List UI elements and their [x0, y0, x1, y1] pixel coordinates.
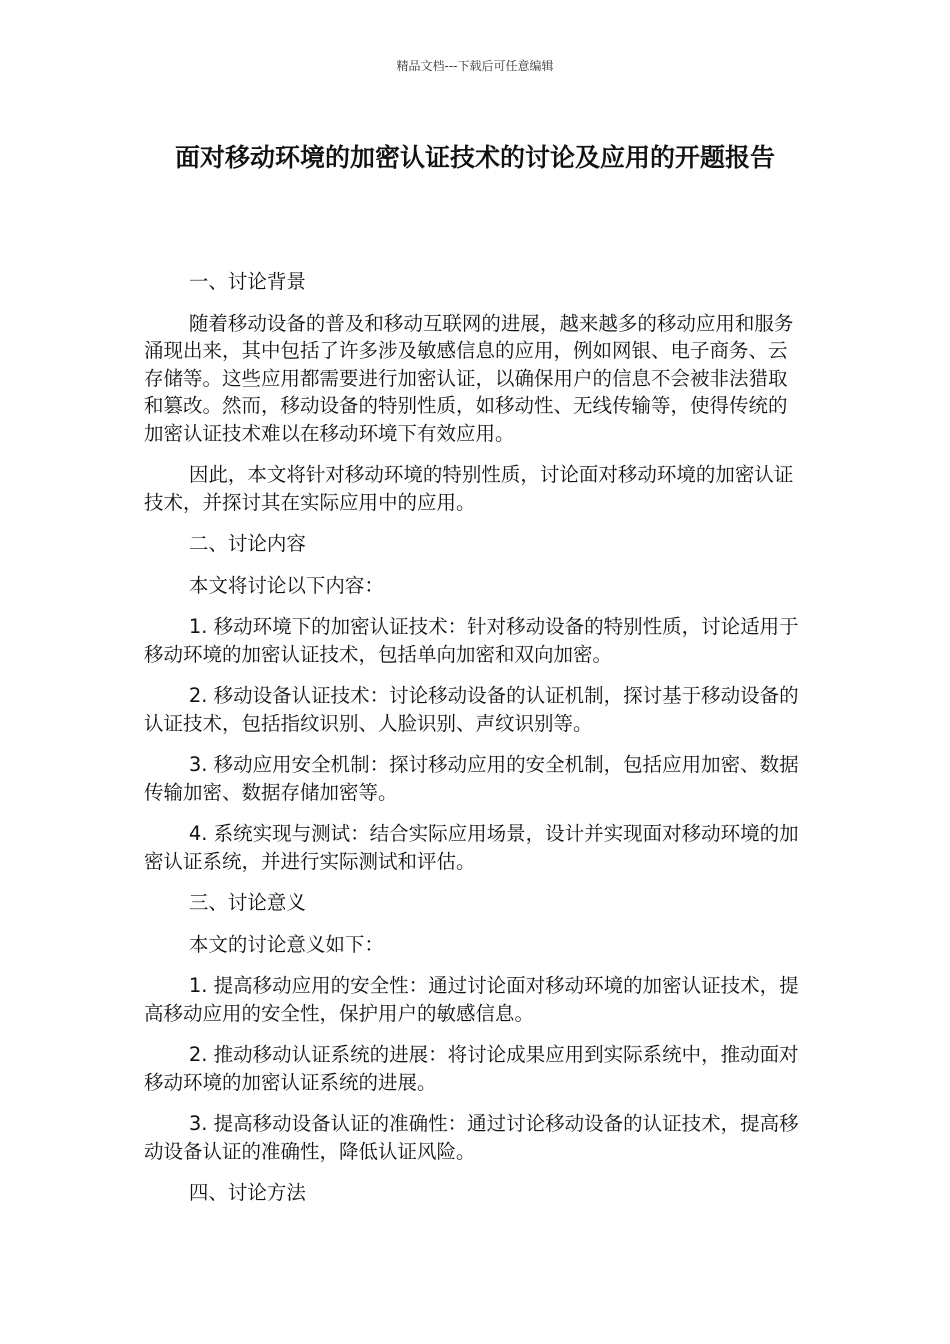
paragraph: 本文的讨论意义如下：: [188, 932, 384, 956]
paragraph: 本文将讨论以下内容：: [188, 573, 384, 597]
section-heading: 三、讨论意义: [188, 891, 306, 914]
section-heading: 四、讨论方法: [188, 1181, 306, 1204]
list-item: 4. 系统实现与测试：结合实际应用场景，设计并实现面对移动环境的加密认证系统，并进行实际测试和评估。: [144, 822, 799, 873]
document-title: 面对移动环境的加密认证技术的讨论及应用的开题报告: [174, 143, 775, 172]
paragraph: 因此，本文将针对移动环境的特别性质，讨论面对移动环境的加密认证技术，并探讨其在实际应用中的应用。: [144, 463, 794, 514]
list-item: 2. 推动移动认证系统的进展：将讨论成果应用到实际系统中，推动面对移动环境的加密认证系统的进展。: [144, 1043, 799, 1094]
list-item: 2. 移动设备认证技术：讨论移动设备的认证机制，探讨基于移动设备的认证技术，包括指纹识别、人脸识别、声纹识别等。: [144, 684, 799, 735]
section-heading: 二、讨论内容: [188, 532, 306, 555]
list-item: 3. 移动应用安全机制：探讨移动应用的安全机制，包括应用加密、数据传输加密、数据存储加密等。: [144, 753, 799, 804]
page-header: 精品文档---下载后可任意编辑: [396, 59, 554, 73]
section-heading: 一、讨论背景: [188, 270, 306, 293]
list-item: 3. 提高移动设备认证的准确性：通过讨论移动设备的认证技术，提高移动设备认证的准确性，降低认证风险。: [144, 1112, 799, 1163]
document-body: [144, 268, 800, 1221]
paragraph: 随着移动设备的普及和移动互联网的进展，越来越多的移动应用和服务涌现出来，其中包括了许多涉及敏感信息的应用，例如网银、电子商务、云存储等。这些应用都需要进行加密认证，以确保用户的信息不会被非法猎取和篡改。然而，移动设备的特别性质，如移动性、无线传输等，使得传统的加密认证技术难以在移动环境下有效应用。: [144, 311, 794, 445]
list-item: 1. 提高移动应用的安全性：通过讨论面对移动环境的加密认证技术，提高移动应用的安全性，保护用户的敏感信息。: [144, 974, 799, 1025]
list-item: 1. 移动环境下的加密认证技术：针对移动设备的特别性质，讨论适用于移动环境的加密认证技术，包括单向加密和双向加密。: [144, 615, 799, 666]
